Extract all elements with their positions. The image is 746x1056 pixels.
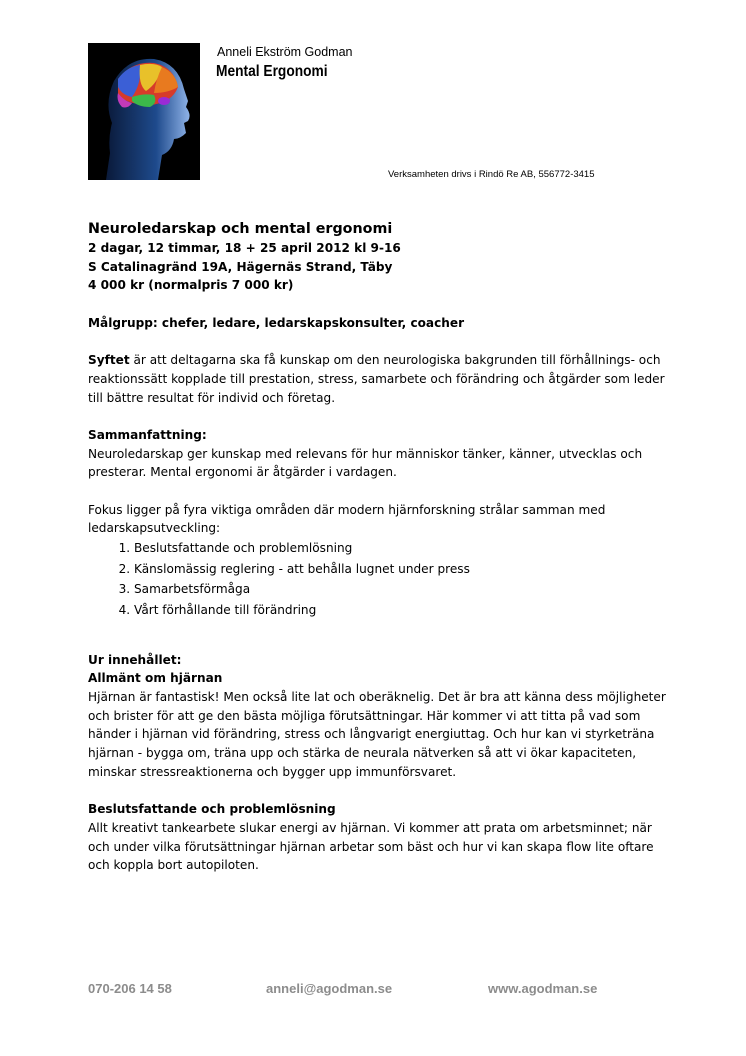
- list-item: 1. Beslutsfattande och problemlösning: [134, 538, 668, 559]
- section-heading-brain: Allmänt om hjärnan: [88, 671, 223, 686]
- footer-phone: 070-206 14 58: [88, 981, 172, 996]
- course-title: Neuroledarskap och mental ergonomi: [88, 221, 393, 237]
- list-item: 4. Vårt förhållande till förändring: [134, 600, 668, 621]
- list-item: 3. Samarbetsförmåga: [134, 579, 668, 600]
- section-text-decisions: Allt kreativt tankearbete slukar energi av hjärnan. Vi kommer att prata om arbetsminnet; när och under vilka förutsättningar hjärnan arbetar som bäst och hur vi kan skapa flow lite oftare och koppla bort autopiloten.: [88, 820, 654, 873]
- section-text-brain: Hjärnan är fantastisk! Men också lite lat och oberäknelig. Det är bra att känna dess möjligheter och brister för att ge den bästa möjliga förutsättningar. Här kommer vi att titta på vad som händer i hjärnan vid förändring, stress och långvarigt energiuttag. Och hur kan vi styrketräna hjärnan - bygga om, träna upp och stärka de neurala nätverken så att vi ökar kapaciteten, minskar stressreaktionerna och bygger upp immunförsvaret.: [88, 689, 666, 779]
- footer-website[interactable]: www.agodman.se: [488, 981, 598, 996]
- brain-head-logo: [88, 43, 200, 180]
- footer-email[interactable]: anneli@agodman.se: [266, 981, 393, 996]
- list-item: 2. Känslomässig reglering - att behålla lugnet under press: [134, 559, 668, 580]
- course-price: 4 000 kr (normalpris 7 000 kr): [88, 278, 294, 293]
- summary-heading: Sammanfattning:: [88, 427, 207, 442]
- contents-heading: Ur innehållet:: [88, 652, 182, 667]
- author-name: Anneli Ekström Godman: [217, 45, 353, 59]
- company-line: Verksamheten drivs i Rindö Re AB, 556772-3415: [388, 169, 595, 180]
- purpose-label: Syftet: [88, 353, 130, 368]
- course-address: S Catalinagränd 19A, Hägernäs Strand, Täby: [88, 259, 393, 274]
- focus-intro: Fokus ligger på fyra viktiga områden där modern hjärnforskning strålar samman med ledarskapsutveckling:: [88, 502, 606, 536]
- focus-list: [88, 538, 668, 620]
- summary-text: Neuroledarskap ger kunskap med relevans för hur människor tänker, känner, utvecklas och presterar. Mental ergonomi är åtgärder i vardagen.: [88, 446, 643, 480]
- brand-title: Mental Ergonomi: [216, 63, 328, 80]
- purpose-text: är att deltagarna ska få kunskap om den neurologiska bakgrunden till förhållnings- och reaktionssätt kopplade till prestation, stress, samarbete och förändring och åtgärder som leder till bättre resultat för individ och företag.: [88, 353, 665, 405]
- purpose-paragraph: [88, 351, 668, 407]
- section-heading-decisions: Beslutsfattande och problemlösning: [88, 802, 336, 817]
- course-dates: 2 dagar, 12 timmar, 18 + 25 april 2012 kl 9-16: [88, 241, 401, 255]
- target-group: Målgrupp: chefer, ledare, ledarskapskonsulter, coacher: [88, 315, 465, 330]
- document-body: [88, 219, 668, 875]
